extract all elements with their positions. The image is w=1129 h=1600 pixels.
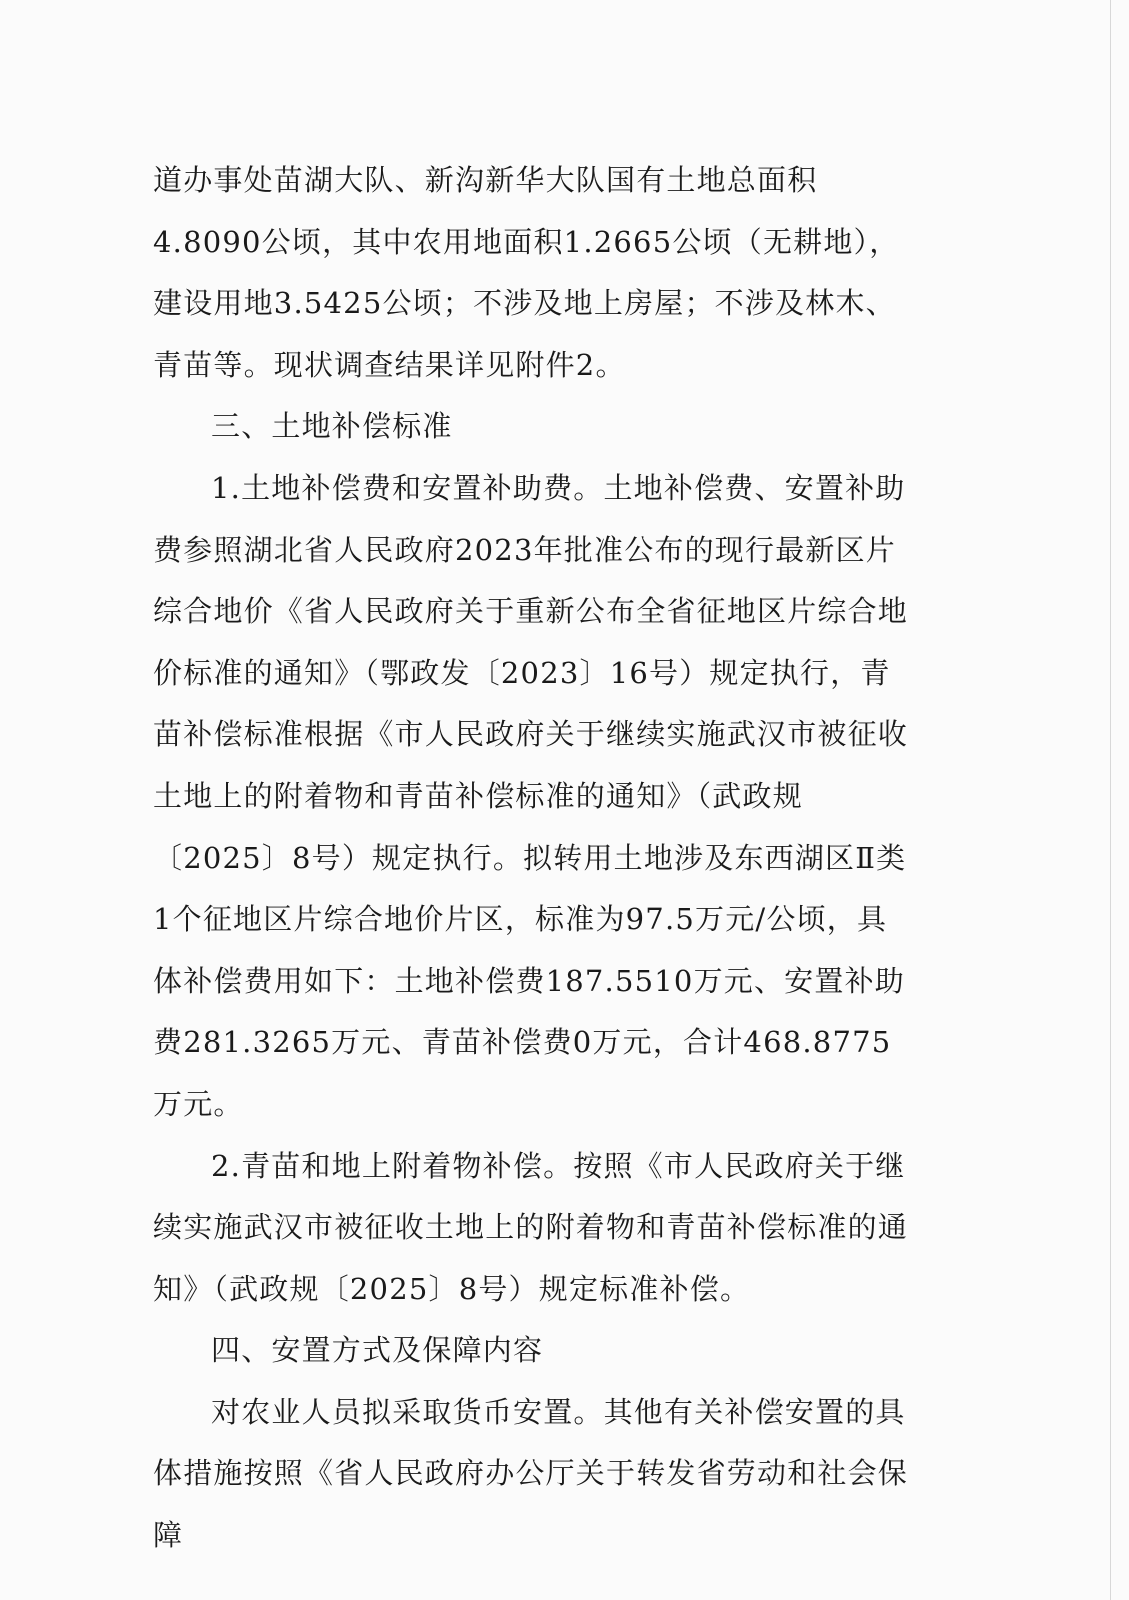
document-body [153, 150, 913, 1567]
heading-land-compensation-standard: 三、土地补偿标准 [211, 409, 453, 444]
scan-edge-line [1110, 0, 1111, 1600]
paragraph-crop-attachment-compensation: 2.青苗和地上附着物补偿。按照《市人民政府关于继续实施武汉市被征收土地上的附着物和青苗补偿标准的通知》（武政规〔2025〕8号）规定标准补偿。 [153, 1148, 909, 1306]
paragraph-land-survey: 道办事处苗湖大队、新沟新华大队国有土地总面积4.8090公顷，其中农用地面积1.2665公顷（无耕地），建设用地3.5425公顷；不涉及地上房屋；不涉及林木、青苗等。现状调查结果详见附件2。 [153, 163, 900, 382]
heading-resettlement-method: 四、安置方式及保障内容 [211, 1333, 544, 1368]
paragraph-compensation-fees: 1.土地补偿费和安置补助费。土地补偿费、安置补助费参照湖北省人民政府2023年批准公布的现行最新区片综合地价《省人民政府关于重新公布全省征地区片综合地价标准的通知》（鄂政发〔2023〕16号）规定执行，青苗补偿标准根据《市人民政府关于继续实施武汉市被征收土地上的附着物和青苗补偿标准的通知》（武政规〔2025〕8号）规定执行。拟转用土地涉及东西湖区Ⅱ类1个征地区片综合地价片区，标准为97.5万元/公顷，具体补偿费用如下：土地补偿费187.5510万元、安置补助费281.3265万元、青苗补偿费0万元，合计468.8775万元。 [153, 470, 909, 1121]
paragraph-resettlement-measures: 对农业人员拟采取货币安置。其他有关补偿安置的具体措施按照《省人民政府办公厅关于转发省劳动和社会保障 [153, 1394, 909, 1553]
